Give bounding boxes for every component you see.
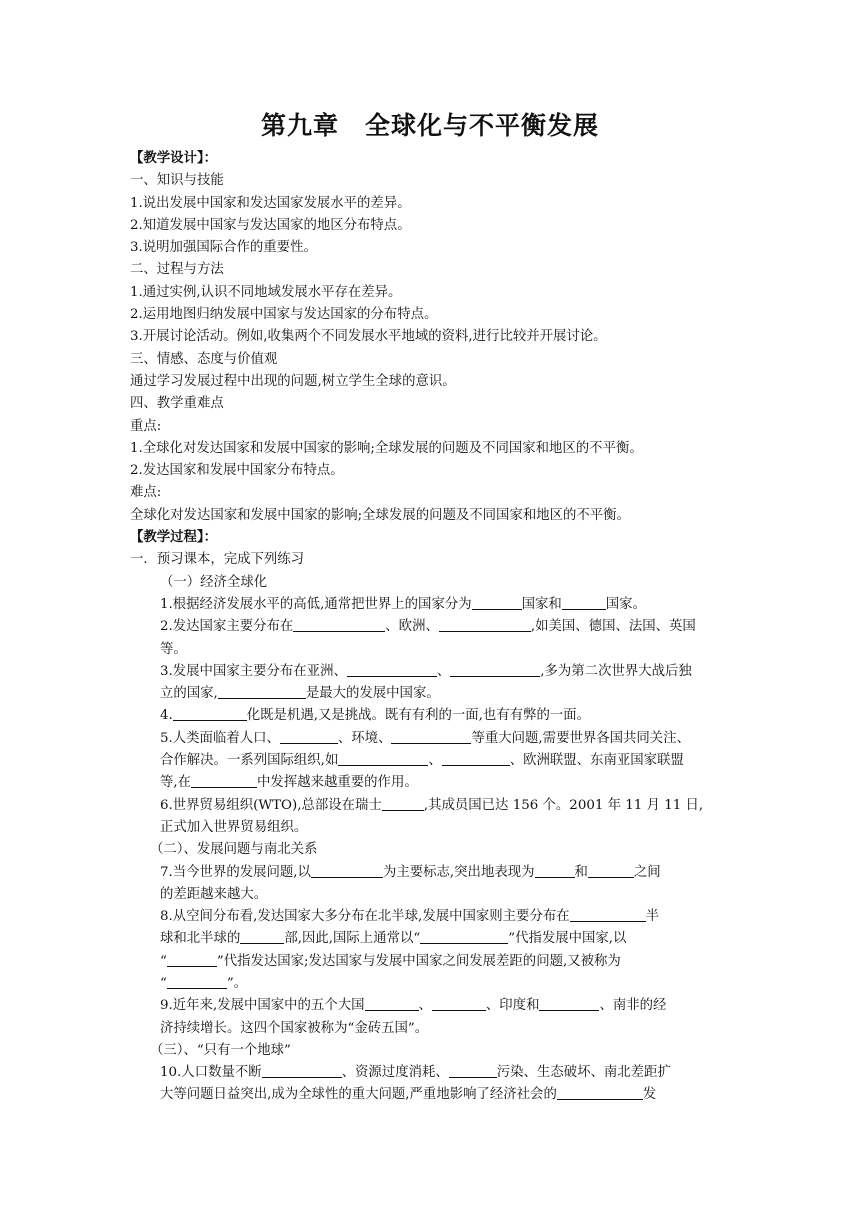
answer-blank[interactable] <box>449 1063 497 1078</box>
subsection-heading: （三）、“只有一个地球” <box>150 1042 291 1058</box>
answer-blank[interactable] <box>293 617 385 632</box>
section-heading: 一、知识与技能 <box>130 173 224 189</box>
answer-blank[interactable] <box>450 662 540 677</box>
section-heading: 四、教学重难点 <box>130 396 224 412</box>
answer-blank[interactable] <box>262 1063 342 1078</box>
question-1: 1.根据经济发展水平的高低,通常把世界上的国家分为 国家和 国家。 <box>160 596 646 612</box>
answer-blank[interactable] <box>347 662 437 677</box>
question-3: 3.发展中国家主要分布在亚洲、 、 ,多为第二次世界大战后独 <box>160 663 692 679</box>
answer-blank[interactable] <box>570 907 646 922</box>
answer-blank[interactable] <box>167 952 217 967</box>
answer-blank[interactable] <box>167 974 227 989</box>
answer-blank[interactable] <box>557 1085 643 1100</box>
list-item: 1.全球化对发达国家和发展中国家的影响;全球发展的问题及不同国家和地区的不平衡。 <box>130 440 643 456</box>
answer-blank[interactable] <box>391 729 471 744</box>
list-item: 3.开展讨论活动。例如,收集两个不同发展水平地域的资料,进行比较并开展讨论。 <box>130 329 607 345</box>
question-8-cont: “ ”代指发达国家;发达国家与发展中国家之间发展差距的问题,又被称为 <box>160 953 621 969</box>
question-10: 10.人口数量不断 、资源过度消耗、 污染、生态破坏、南北差距扩 <box>160 1065 671 1081</box>
subsection-heading: （二）、发展问题与南北关系 <box>150 842 318 858</box>
list-item: 2.发达国家和发展中国家分布特点。 <box>130 463 344 479</box>
question-5-cont: 合作解决。一系列国际组织,如 、 、欧洲联盟、东南亚国家联盟 <box>160 753 684 769</box>
answer-blank[interactable] <box>280 729 338 744</box>
answer-blank[interactable] <box>539 996 599 1011</box>
process-heading: 【教学过程】： <box>130 530 218 546</box>
subsection-heading: （一）经济全球化 <box>160 574 268 590</box>
key-label: 重点: <box>130 418 162 434</box>
answer-blank[interactable] <box>420 929 508 944</box>
list-item: 1.通过实例,认识不同地域发展水平存在差异。 <box>130 284 402 300</box>
question-4: 4. 化既是机遇,又是挑战。既有有利的一面,也有有弊的一面。 <box>160 708 591 724</box>
question-7: 7.当今世界的发展问题,以 为主要标志,突出地表现为 和 之间 <box>160 864 661 880</box>
answer-blank[interactable] <box>338 751 428 766</box>
answer-blank[interactable] <box>432 996 486 1011</box>
list-item: 3.说明加强国际合作的重要性。 <box>130 240 317 256</box>
question-8-cont: 球和北半球的 部,因此,国际上通常以“ ”代指发展中国家,以 <box>160 931 627 947</box>
question-8: 8.从空间分布看,发达国家大多分布在北半球,发展中国家则主要分布在 半 <box>160 909 660 925</box>
question-10-cont: 大等问题日益突出,成为全球性的重大问题,严重地影响了经济社会的 发 <box>160 1087 657 1103</box>
question-9-cont: 济持续增长。这四个国家被称为“金砖五国”。 <box>160 1020 429 1036</box>
answer-blank[interactable] <box>365 996 419 1011</box>
answer-blank[interactable] <box>439 617 531 632</box>
question-7-cont: 的差距越来越大。 <box>160 886 268 902</box>
question-6: 6.世界贸易组织(WTO),总部设在瑞士 ,其成员国已达 156 个。2001 年 11 月 11 日, <box>160 797 704 813</box>
document-page <box>130 108 730 1107</box>
section-heading: 三、情感、态度与价值观 <box>130 351 278 367</box>
page-title: 第九章 全球化与不平衡发展 <box>260 111 599 140</box>
question-9: 9.近年来,发展中国家中的五个大国 、 、印度和 、南非的经 <box>160 998 667 1014</box>
section-heading: 二、过程与方法 <box>130 262 224 278</box>
answer-blank[interactable] <box>535 863 575 878</box>
part-heading: 一．预习课本，完成下列练习 <box>130 552 305 568</box>
design-heading: 【教学设计】： <box>130 151 218 166</box>
list-item: 2.运用地图归纳发展中国家与发达国家的分布特点。 <box>130 307 438 323</box>
question-5: 5.人类面临着人口、 、环境、 等重大问题,需要世界各国共同关注、 <box>160 730 690 746</box>
question-6-cont: 正式加入世界贸易组织。 <box>160 819 308 835</box>
answer-blank[interactable] <box>240 929 284 944</box>
question-5-cont: 等,在 中发挥越来越重要的作用。 <box>160 775 418 791</box>
list-item: 1.说出发展中国家和发达国家发展水平的差异。 <box>130 195 411 211</box>
question-3-cont: 立的国家, 是最大的发展中国家。 <box>160 686 440 702</box>
answer-blank[interactable] <box>472 595 522 610</box>
paragraph: 通过学习发展过程中出现的问题,树立学生全球的意识。 <box>130 373 456 389</box>
answer-blank[interactable] <box>442 751 510 766</box>
list-item: 2.知道发展中国家与发达国家的地区分布特点。 <box>130 217 411 233</box>
answer-blank[interactable] <box>311 863 383 878</box>
question-2: 2.发达国家主要分布在 、欧洲、 ,如美国、德国、法国、英国 <box>160 619 696 635</box>
answer-blank[interactable] <box>173 706 247 721</box>
answer-blank[interactable] <box>562 595 606 610</box>
answer-blank[interactable] <box>588 863 634 878</box>
paragraph: 全球化对发达国家和发展中国家的影响;全球发展的问题及不同国家和地区的不平衡。 <box>130 507 630 523</box>
question-8-cont: “ ”。 <box>160 975 248 991</box>
answer-blank[interactable] <box>191 773 257 788</box>
answer-blank[interactable] <box>382 796 424 811</box>
question-2-cont: 等。 <box>160 641 187 657</box>
answer-blank[interactable] <box>218 684 306 699</box>
difficulty-label: 难点: <box>130 485 162 501</box>
